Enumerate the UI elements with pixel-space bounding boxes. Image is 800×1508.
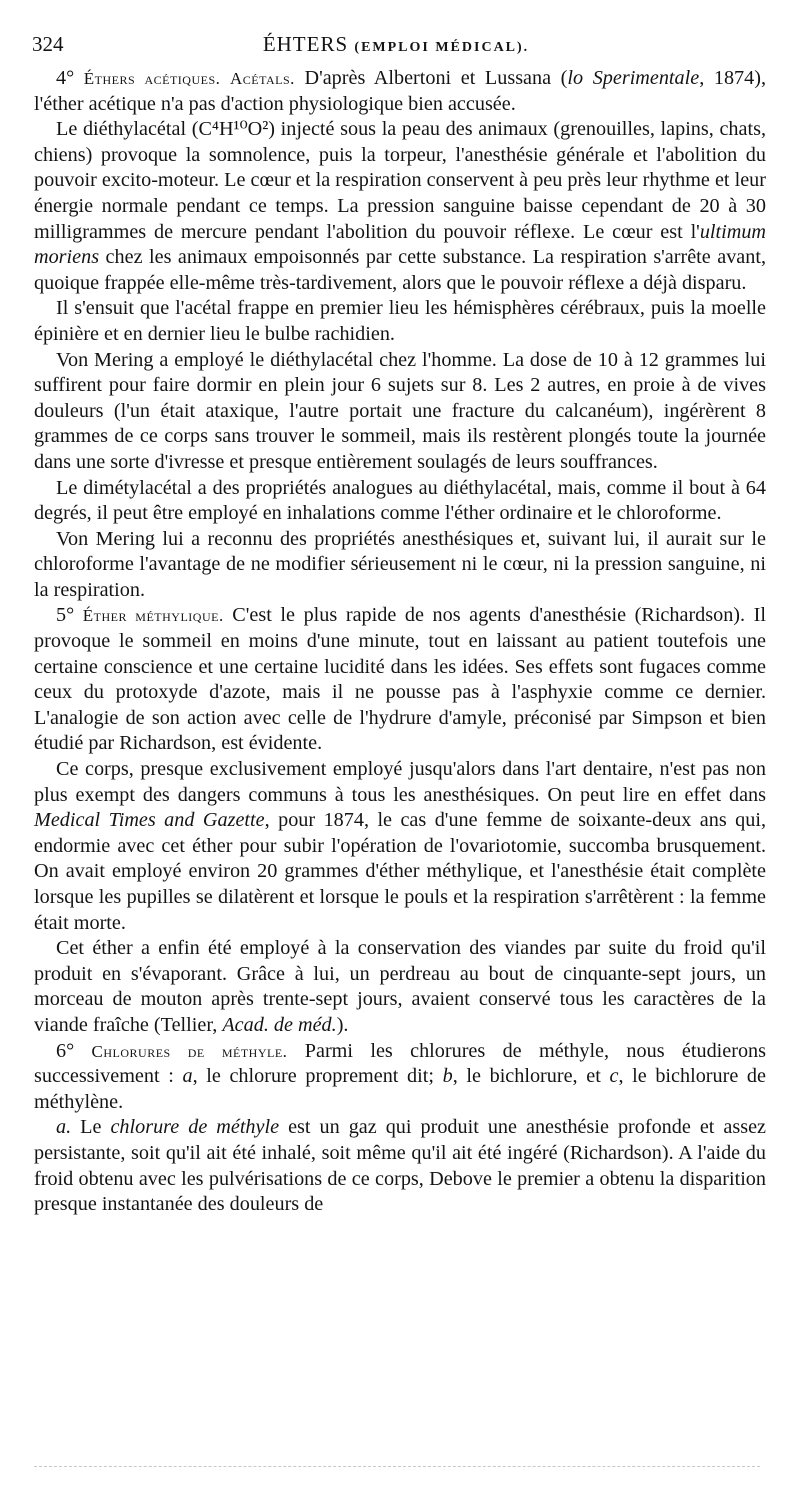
latin-phrase: ultimum moriens xyxy=(34,220,766,269)
section-heading: Éther méthylique. xyxy=(82,606,224,626)
running-title-main: ÉHTERS xyxy=(262,32,349,56)
paragraph-diethylacetal: Le diéthylacétal (C⁴H¹⁰O²) injecté sous la peau des animaux (grenouilles, lapins, chats, chiens) provoque la somnolence, puis la torpeur, l'anesthésie générale et l'abolition du pouvoir excito-moteur. Le cœur et la respiration conservent à peu près leur rhythme et leur énergie normale pendant ce temps. La pression sanguine baisse cependant de 20 à 30 milligrammes de mercure pendant l'abolition du pouvoir réflexe. Le cœur est l'ultimum moriens chez les animaux empoisonnés par cette substance. La respiration s'arrête avant, quoique frappée elle-même très-tardivement, alors que le pouvoir réflexe a déjà disparu. xyxy=(34,118,766,294)
section-number: 6° xyxy=(56,1039,75,1062)
paragraph-dangers: Ce corps, presque exclusivement employé jusqu'alors dans l'art dentaire, n'est pas non plus exempt des dangers communs à tous les anesthésiques. On peut lire en effet dans Medical Times and Gazette, pour 1874, le cas d'une femme de soixante-deux ans qui, endormie avec cet éther pour subir l'opération de l'ovariotomie, succomba brusquement. On avait employé environ 20 grammes d'éther méthylique, et l'anesthésie était complète lorsque les pupilles se dilatèrent et lorsque le pouls et la respiration s'arrêtèrent : la femme était morte. xyxy=(34,758,766,934)
running-title xyxy=(32,32,760,57)
bleed-through-line xyxy=(34,1466,760,1467)
body-text xyxy=(34,66,766,1218)
sub-label: a. xyxy=(56,1116,72,1139)
paragraph-conservation: Cet éther a enfin été employé à la conservation des viandes par suite du froid qu'il produit en s'évaporant. Grâce à lui, un perdreau au bout de cinquante-sept jours, un morceau de mouton après trente-sept jours, avaient conservé tous les caractères de la viande fraîche (Tellier, Acad. de méd.). xyxy=(34,937,766,1036)
section-heading-2: Acétals. xyxy=(230,69,295,88)
section-number: 5° xyxy=(56,604,75,627)
term: chlorure de méthyle xyxy=(110,1116,280,1139)
paragraph-acetal-effects: Il s'ensuit que l'acétal frappe en premier lieu les hémisphères cérébraux, puis la moelle épinière et en dernier lieu le bulbe rachidien. xyxy=(34,297,766,345)
paragraph-chlorures: 6° Chlorures de méthyle. Parmi les chlorures de méthyle, nous étudierons successivement : a, le chlorure proprement dit; b, le bichlorure, et c, le bichlorure de méthylène. xyxy=(34,1039,767,1113)
paragraph-von-mering: Von Mering a employé le diéthylacétal chez l'homme. La dose de 10 à 12 grammes lui suffirent pour faire dormir en plein jour 6 sujets sur 8. Les 2 autres, en proie à de vives douleurs (l'un était ataxique, l'autre portait une fracture du calcanéum), ingérèrent 8 grammes de ce corps sans trouver le sommeil, mais ils restèrent plongés toute la journée dans une sorte d'ivresse et presque entièrement soulagés de leurs souffrances. xyxy=(34,348,766,473)
section-heading: Éthers acétiques. xyxy=(83,69,221,88)
paragraph-chlorure-de-methyle: a. Le chlorure de méthyle est un gaz qui produit une anesthésie profonde et assez persistante, soit qu'il ait été inhalé, soit même qu'il ait été ingéré (Richardson). A l'aide du froid obtenu avec les pulvérisations de ce corps, Debove le premier a obtenu la disparition presque instantanée des douleurs de xyxy=(34,1116,766,1216)
citation: Acad. de méd. xyxy=(222,1013,337,1036)
running-title-sub: (EMPLOI MÉDICAL). xyxy=(354,40,530,55)
paragraph-ether-methylique: 5° Éther méthylique. C'est le plus rapide de nos agents d'anesthésie (Richardson). Il provoque le sommeil en moins d'une minute, tout en laissant au patient toutefois une certaine conscience et une certaine lucidité dans les idées. Ses effets sont fugaces comme ceux du protoxyde d'azote, mais il ne pousse pas à l'asphyxie comme ce dernier. L'analogie de son action avec celle de l'hydrure d'amyle, préconisé par Simpson et bien étudié par Richardson, est évidente. xyxy=(34,604,766,755)
running-header xyxy=(32,32,760,62)
paragraph-dimetylacetal: Le dimétylacétal a des propriétés analogues au diéthylacétal, mais, comme il bout à 64 degrés, il peut être employé en inhalations comme l'éther ordinaire et le chloroforme. xyxy=(34,476,766,525)
section-number: 4° xyxy=(56,67,75,89)
section-heading: Chlorures de méthyle. xyxy=(91,1041,288,1061)
page-number: 324 xyxy=(32,32,64,56)
paragraph-ethers-acetiques: 4° Éthers acétiques. Acétals. D'après Albertoni et Lussana (lo Sperimentale, 1874), l'éther acétique n'a pas d'action physiologique bien accusée. xyxy=(34,67,767,115)
paragraph-anesthetic-properties: Von Mering lui a reconnu des propriétés anesthésiques et, suivant lui, il aurait sur le chloroforme l'avantage de ne modifier sérieusement ni le cœur, ni la pression sanguine, ni la respiration. xyxy=(34,527,766,601)
journal-title: Medical Times and Gazette xyxy=(34,809,265,832)
journal-title: lo Sperimentale xyxy=(567,67,700,89)
